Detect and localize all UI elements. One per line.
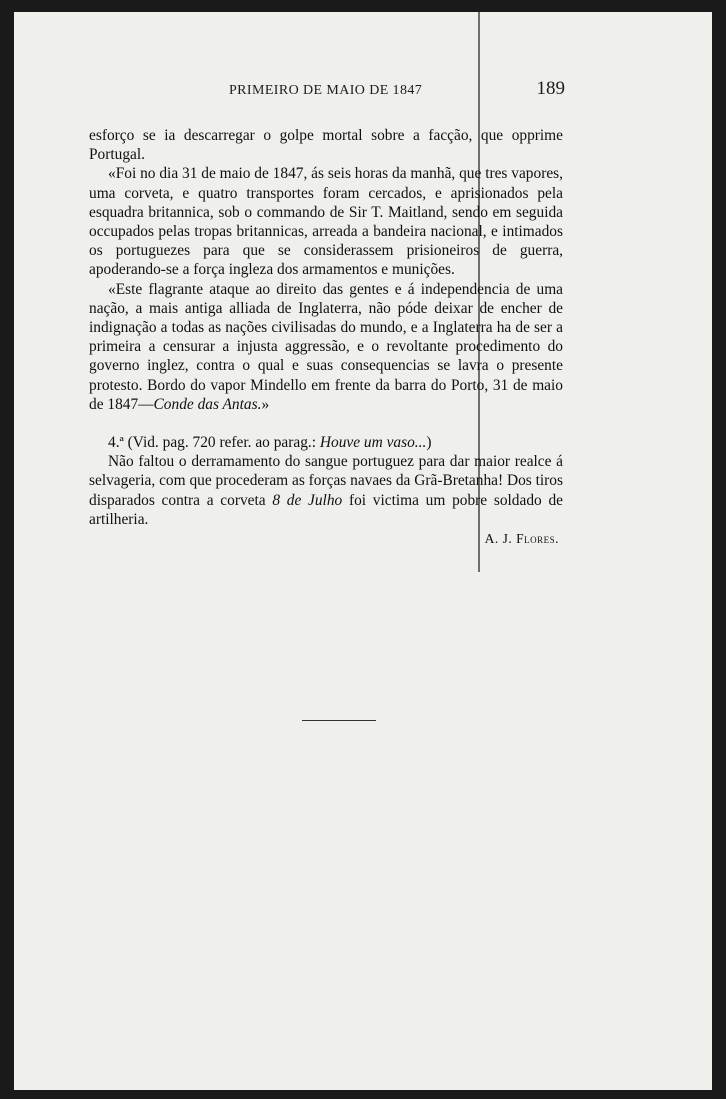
paragraph-5 bbox=[89, 452, 563, 529]
paragraph-2: «Foi no dia 31 de maio de 1847, ás seis horas da manhã, que tres vapores, uma corveta, e quatro transportes foram cercados, e aprisionados pela esquadra britannica, sob o commando de Sir T. Maitland, sendo em seguida occupados pelas tropas britannicas, arreada a bandeira nacional, e intimados os portuguezes para que se considerassem prisioneiros de guerra, apoderando-se a força ingleza dos armamentos e munições. bbox=[89, 165, 563, 279]
section-rule bbox=[302, 720, 376, 721]
note-reference-lead: 4.ª (Vid. pag. 720 refer. ao parag.: bbox=[108, 434, 320, 452]
author-initials: A. J. bbox=[484, 531, 517, 547]
note-reference-close: ) bbox=[426, 434, 432, 452]
body-text bbox=[89, 126, 563, 548]
page-header bbox=[229, 78, 569, 102]
paragraph-5-text-b: foi victima um pobre soldado de artilheria. bbox=[89, 491, 563, 528]
author-signature bbox=[89, 529, 563, 548]
closing-quote: » bbox=[261, 395, 270, 413]
protest-signature: Conde das Antas. bbox=[153, 395, 262, 413]
note-reference-title: Houve um vaso... bbox=[319, 434, 427, 452]
ship-name: 8 de Julho bbox=[272, 491, 343, 509]
paragraph-1: esforço se ia descarregar o golpe mortal sobre a facção, que opprime Portugal. bbox=[89, 127, 563, 164]
note-reference bbox=[89, 433, 563, 452]
author-name: Flores. bbox=[516, 531, 559, 547]
paragraph-5-text-a: Não faltou o derramamento do sangue portuguez para dar maior realce á selvageria, com que procederam as forças navaes da Grã-Bretanha! Dos tiros disparados contra a corveta bbox=[89, 453, 563, 509]
paragraph-3 bbox=[89, 280, 563, 414]
page-number: 189 bbox=[536, 78, 565, 99]
book-page bbox=[14, 12, 712, 1090]
paragraph-gap bbox=[89, 414, 563, 433]
running-title: PRIMEIRO DE MAIO DE 1847 bbox=[229, 83, 423, 98]
paragraph-3-text: «Este flagrante ataque ao direito das gentes e á independencia de uma nação, a mais antiga alliada de Inglaterra, não póde deixar de encher de indignação a todas as nações civilisadas do mundo, e a Inglaterra ha de ser a primeira a censurar a injusta aggressão, e o revoltante procedimento do governo inglez, contra o qual e suas consequencias se lavra o presente protesto. Bordo do vapor Mindello em frente da barra do Porto, 31 de maio de 1847— bbox=[89, 280, 563, 413]
